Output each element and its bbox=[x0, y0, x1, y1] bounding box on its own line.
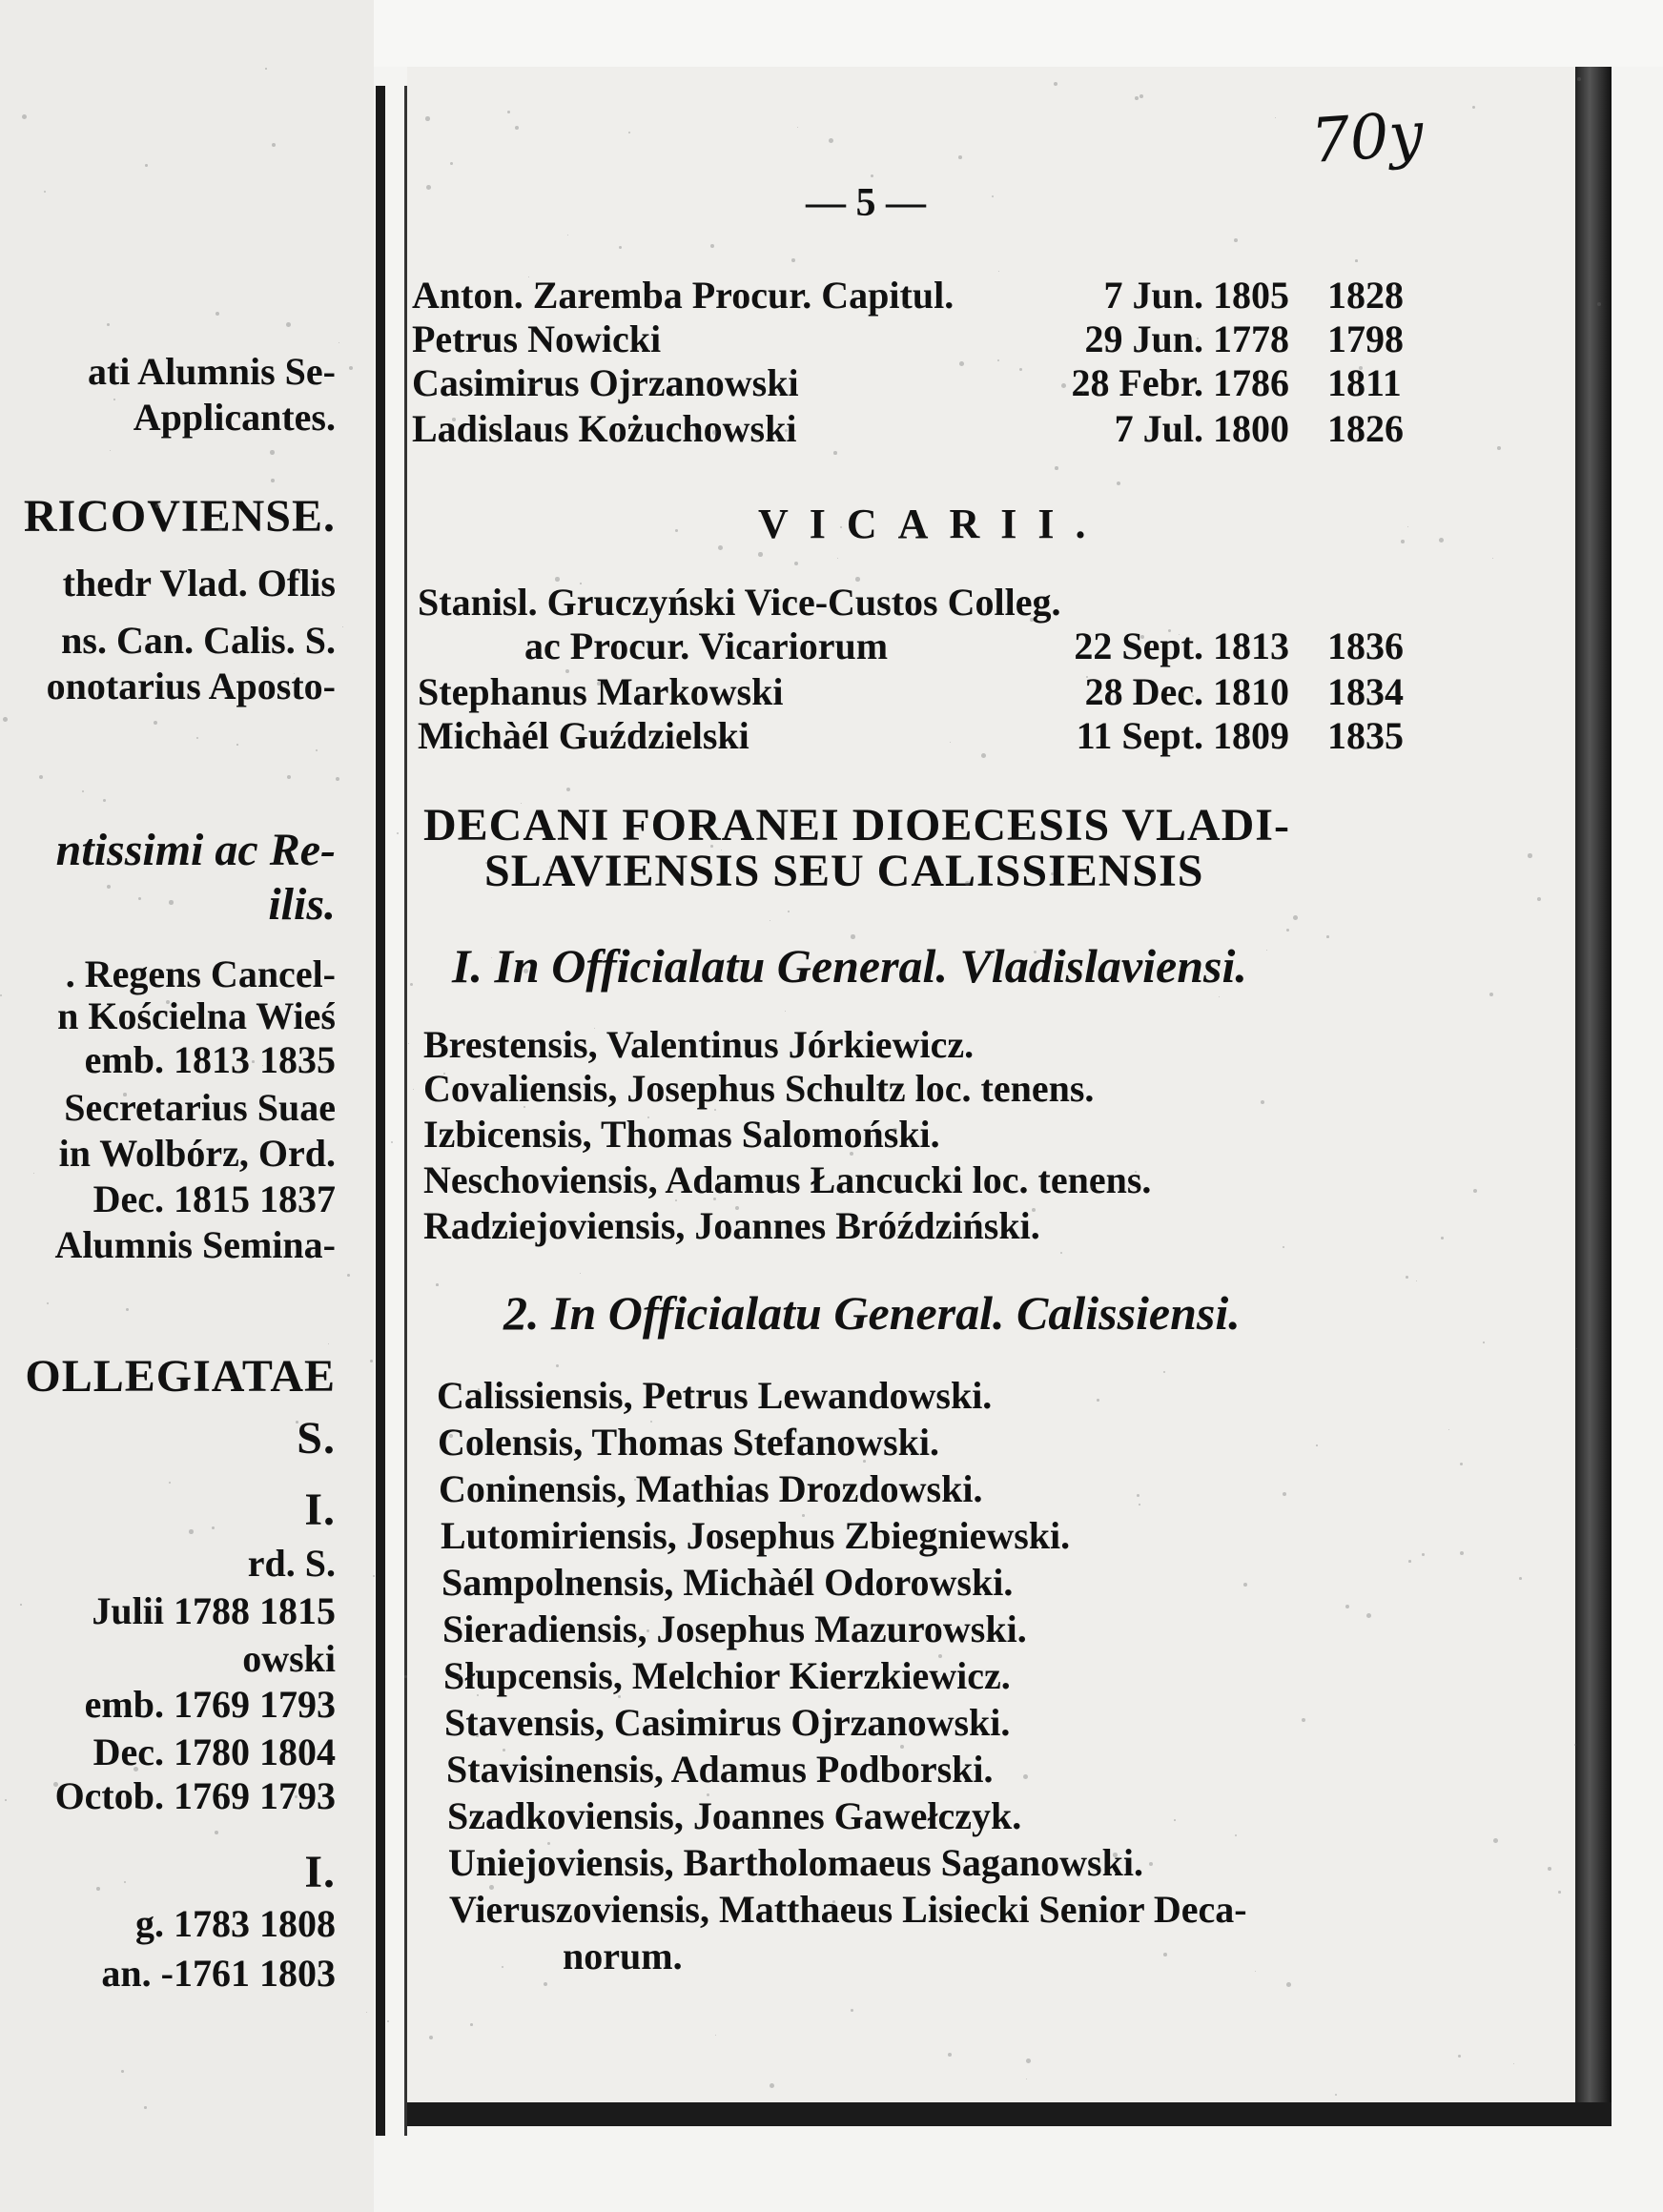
paper-speckle bbox=[5, 1799, 7, 1801]
paper-speckle bbox=[1528, 853, 1532, 858]
paper-speckle bbox=[515, 126, 519, 130]
entry-name: Stanisl. Gruczyński Vice-Custos Colleg. bbox=[418, 581, 1061, 624]
paper-speckle bbox=[1174, 1819, 1176, 1821]
entry-birth-year: 1778 bbox=[1213, 317, 1289, 360]
paper-speckle bbox=[998, 271, 999, 272]
page-rule bbox=[404, 86, 407, 2136]
paper-speckle bbox=[618, 1695, 621, 1698]
paper-speckle bbox=[958, 155, 962, 159]
paper-speckle bbox=[1422, 1553, 1425, 1556]
paper-speckle bbox=[829, 138, 833, 143]
paper-speckle bbox=[268, 372, 270, 374]
paper-speckle bbox=[239, 1048, 241, 1050]
paper-speckle bbox=[1139, 1504, 1140, 1505]
paper-speckle bbox=[1086, 676, 1088, 678]
deanery-entry: Stavensis, Casimirus Ojrzanowski. bbox=[444, 1701, 1011, 1744]
paper-speckle bbox=[328, 1343, 329, 1344]
paper-speckle bbox=[855, 577, 860, 582]
paper-speckle bbox=[833, 451, 837, 455]
left-page-line: Octob. 1769 1793 bbox=[54, 1774, 336, 1817]
paper-speckle bbox=[1030, 618, 1034, 622]
paper-speckle bbox=[53, 1782, 58, 1787]
paper-speckle bbox=[634, 1479, 636, 1481]
paper-speckle bbox=[470, 2023, 473, 2026]
paper-speckle bbox=[900, 1745, 904, 1749]
paper-speckle bbox=[96, 1887, 100, 1891]
paper-speckle bbox=[1548, 1867, 1551, 1871]
entry-date: 28 Febr. bbox=[1071, 361, 1203, 404]
paper-speckle bbox=[991, 955, 993, 957]
left-page-line: Dec. 1815 1837 bbox=[92, 1178, 336, 1220]
paper-speckle bbox=[121, 2070, 124, 2073]
entry-date: 11 Sept. bbox=[1076, 714, 1203, 757]
paper-speckle bbox=[965, 881, 970, 886]
paper-speckle bbox=[785, 1011, 786, 1012]
entry-name: Casimirus Ojrzanowski bbox=[412, 361, 799, 404]
deanery-entry: norum. bbox=[563, 1935, 683, 1977]
paper-speckle bbox=[1234, 238, 1238, 242]
paper-speckle bbox=[1197, 338, 1199, 339]
paper-speckle bbox=[450, 162, 453, 165]
paper-speckle bbox=[675, 1199, 677, 1201]
paper-speckle bbox=[477, 1694, 479, 1696]
paper-speckle bbox=[713, 1198, 716, 1200]
paper-speckle bbox=[1497, 446, 1501, 450]
paper-speckle bbox=[607, 1178, 610, 1181]
paper-speckle bbox=[802, 1514, 805, 1517]
paper-speckle bbox=[503, 1749, 505, 1751]
deanery-entry: Covaliensis, Josephus Schultz loc. tenens. bbox=[423, 1067, 1095, 1110]
entry-name: Ladislaus Kożuchowski bbox=[412, 407, 797, 450]
paper-speckle bbox=[758, 552, 763, 557]
paper-speckle bbox=[575, 1590, 579, 1594]
paper-speckle bbox=[236, 744, 238, 746]
entry-name: Stephanus Markowski bbox=[418, 670, 784, 713]
paper-speckle bbox=[1097, 1399, 1099, 1402]
left-page-line: Dec. 1780 1804 bbox=[92, 1731, 336, 1773]
entry-ordination-year: 1798 bbox=[1327, 317, 1404, 360]
left-page-line: I. bbox=[304, 1847, 336, 1897]
left-page-line: Alumnis Semina- bbox=[54, 1223, 336, 1266]
paper-speckle bbox=[788, 911, 790, 912]
paper-speckle bbox=[296, 1421, 298, 1423]
left-page-line: RICOVIENSE. bbox=[23, 491, 336, 542]
section2-heading: 2. In Officialatu General. Calissiensi. bbox=[503, 1286, 1241, 1340]
paper-speckle bbox=[370, 1360, 373, 1362]
paper-speckle bbox=[145, 164, 148, 167]
paper-speckle bbox=[166, 1000, 170, 1004]
paper-speckle bbox=[1293, 915, 1298, 920]
paper-speckle bbox=[1395, 287, 1398, 290]
entry-birth-year: 1809 bbox=[1213, 714, 1289, 757]
paper-speckle bbox=[524, 969, 528, 973]
left-page bbox=[0, 0, 374, 2212]
section1-heading: I. In Officialatu General. Vladislaviensi. bbox=[452, 939, 1247, 993]
paper-speckle bbox=[252, 1060, 255, 1063]
page-edge-shadow bbox=[1575, 67, 1612, 2126]
left-page-line: emb. 1769 1793 bbox=[84, 1683, 336, 1726]
paper-speckle bbox=[1163, 1371, 1165, 1373]
page-bottom-edge bbox=[407, 2102, 1612, 2126]
paper-speckle bbox=[144, 2106, 147, 2109]
left-page-line: g. 1783 1808 bbox=[135, 1902, 336, 1945]
paper-speckle bbox=[154, 721, 157, 725]
deanery-entry: Coninensis, Mathias Drozdowski. bbox=[439, 1467, 983, 1510]
paper-speckle bbox=[429, 2036, 433, 2039]
paper-speckle bbox=[863, 1460, 866, 1463]
left-page-line: OLLEGIATAE bbox=[25, 1351, 336, 1402]
paper-speckle bbox=[555, 577, 560, 582]
paper-speckle bbox=[959, 361, 964, 366]
paper-speckle bbox=[271, 479, 275, 482]
deanery-entry: Brestensis, Valentinus Jórkiewicz. bbox=[423, 1023, 975, 1066]
paper-speckle bbox=[893, 1128, 897, 1133]
paper-speckle bbox=[1460, 1551, 1464, 1555]
paper-speckle bbox=[707, 1793, 709, 1796]
paper-speckle bbox=[903, 304, 906, 307]
paper-speckle bbox=[628, 132, 630, 133]
paper-speckle bbox=[265, 68, 267, 70]
left-page-line: ilis. bbox=[268, 879, 336, 930]
paper-speckle bbox=[911, 1324, 913, 1326]
paper-speckle bbox=[1439, 538, 1444, 543]
paper-speckle bbox=[485, 862, 487, 864]
paper-speckle bbox=[1283, 1246, 1284, 1248]
paper-speckle bbox=[608, 1966, 610, 1968]
paper-speckle bbox=[1460, 1463, 1463, 1465]
paper-speckle bbox=[20, 1604, 22, 1606]
paper-speckle bbox=[1243, 1583, 1247, 1587]
deanery-entry: Sieradiensis, Josephus Mazurowski. bbox=[442, 1608, 1027, 1650]
paper-speckle bbox=[1032, 1208, 1036, 1212]
entry-ordination-year: 1828 bbox=[1327, 274, 1404, 317]
paper-speckle bbox=[196, 737, 198, 739]
handwritten-folio-number: 70y bbox=[1308, 98, 1427, 178]
deanery-entry: Calissiensis, Petrus Lewandowski. bbox=[437, 1374, 993, 1417]
paper-speckle bbox=[1163, 1953, 1167, 1956]
vicarii-heading: VICARII. bbox=[758, 501, 1107, 547]
entry-name: Petrus Nowicki bbox=[412, 317, 662, 360]
entry-date: 28 Dec. bbox=[1084, 670, 1203, 713]
entry-ordination-year: 1836 bbox=[1327, 625, 1404, 667]
paper-speckle bbox=[1139, 94, 1143, 98]
paper-speckle bbox=[1489, 993, 1493, 996]
deanery-entry: Uniejoviensis, Bartholomaeus Saganowski. bbox=[448, 1841, 1143, 1884]
entry-birth-year: 1805 bbox=[1213, 274, 1289, 317]
entry-date: 7 Jul. bbox=[1114, 407, 1203, 450]
left-page-line: ati Alumnis Se- bbox=[87, 350, 336, 393]
paper-speckle bbox=[1493, 1838, 1498, 1843]
paper-speckle bbox=[1558, 1891, 1561, 1894]
paper-speckle bbox=[832, 1900, 835, 1903]
entry-name: Michàél Guździelski bbox=[418, 714, 749, 757]
paper-speckle bbox=[155, 503, 160, 508]
paper-speckle bbox=[851, 934, 855, 939]
entry-birth-year: 1800 bbox=[1213, 407, 1289, 450]
entry-ordination-year: 1834 bbox=[1327, 670, 1404, 713]
paper-speckle bbox=[1192, 695, 1194, 697]
paper-speckle bbox=[1577, 77, 1581, 81]
decani-heading-line1: DECANI FORANEI DIOECESIS VLADI- bbox=[423, 800, 1290, 850]
paper-speckle bbox=[387, 2020, 389, 2022]
paper-speckle bbox=[286, 322, 291, 327]
paper-speckle bbox=[1061, 383, 1066, 388]
left-page-line: ns. Can. Calis. S. bbox=[61, 619, 336, 662]
paper-speckle bbox=[735, 1206, 739, 1210]
paper-speckle bbox=[770, 2083, 774, 2088]
paper-speckle bbox=[1483, 1342, 1485, 1343]
entry-ordination-year: 1826 bbox=[1327, 407, 1404, 450]
paper-speckle bbox=[597, 682, 601, 686]
paper-speckle bbox=[1345, 1605, 1349, 1608]
paper-speckle bbox=[850, 1152, 853, 1156]
paper-speckle bbox=[1261, 1100, 1264, 1104]
paper-speckle bbox=[1366, 1613, 1371, 1618]
paper-speckle bbox=[425, 116, 430, 121]
entry-date: 22 Sept. bbox=[1074, 625, 1203, 667]
left-page-line: n Kościelna Wieś bbox=[57, 994, 336, 1037]
paper-speckle bbox=[1286, 1982, 1291, 1987]
paper-speckle bbox=[391, 1141, 393, 1143]
left-page-line: emb. 1813 1835 bbox=[84, 1038, 336, 1081]
paper-speckle bbox=[201, 1700, 204, 1703]
paper-speckle bbox=[1023, 1774, 1028, 1779]
left-page-line: S. bbox=[297, 1413, 336, 1464]
deanery-entry: Vieruszoviensis, Matthaeus Lisiecki Senior Deca- bbox=[449, 1888, 1247, 1931]
paper-speckle bbox=[478, 1388, 480, 1390]
deanery-entry: Izbicensis, Thomas Salomoński. bbox=[423, 1113, 940, 1156]
paper-speckle bbox=[1355, 259, 1358, 262]
left-page-line: Applicantes. bbox=[133, 396, 336, 439]
paper-speckle bbox=[1082, 392, 1084, 394]
paper-speckle bbox=[3, 717, 8, 722]
left-page-line: an. -1761 1803 bbox=[101, 1952, 336, 1995]
paper-speckle bbox=[133, 1767, 138, 1772]
paper-speckle bbox=[218, 527, 222, 531]
paper-speckle bbox=[452, 418, 456, 421]
paper-speckle bbox=[544, 1982, 547, 1986]
paper-speckle bbox=[1401, 540, 1405, 543]
entry-name: Anton. Zaremba Procur. Capitul. bbox=[412, 274, 955, 317]
deanery-entry: Stavisinensis, Adamus Podborski. bbox=[446, 1748, 994, 1791]
paper-speckle bbox=[1408, 1560, 1411, 1563]
paper-speckle bbox=[123, 1093, 127, 1096]
entry-ordination-year: 1811 bbox=[1327, 361, 1402, 404]
paper-speckle bbox=[502, 1966, 503, 1968]
paper-speckle bbox=[1055, 466, 1058, 470]
paper-speckle bbox=[1576, 1348, 1577, 1349]
entry-ordination-year: 1835 bbox=[1327, 714, 1404, 757]
entry-name: ac Procur. Vicariorum bbox=[524, 625, 889, 667]
deanery-entry: Neschoviensis, Adamus Łancucki loc. tenens. bbox=[423, 1158, 1152, 1201]
left-page-line: onotarius Aposto- bbox=[46, 665, 336, 707]
paper-speckle bbox=[1316, 1444, 1318, 1446]
paper-speckle bbox=[107, 323, 110, 326]
left-page-line: Julii 1788 1815 bbox=[92, 1589, 336, 1632]
entry-date: 29 Jun. bbox=[1084, 317, 1203, 360]
entry-birth-year: 1786 bbox=[1213, 361, 1289, 404]
paper-speckle bbox=[714, 1109, 716, 1111]
paper-speckle bbox=[489, 1885, 494, 1890]
left-page-line: I. bbox=[304, 1485, 336, 1535]
entry-birth-year: 1810 bbox=[1213, 670, 1289, 713]
paper-speckle bbox=[270, 450, 275, 455]
paper-speckle bbox=[443, 1073, 445, 1075]
deanery-entry: Colensis, Thomas Stefanowski. bbox=[438, 1421, 940, 1464]
paper-speckle bbox=[107, 885, 111, 889]
paper-speckle bbox=[1441, 1237, 1444, 1239]
paper-speckle bbox=[82, 790, 84, 792]
paper-speckle bbox=[712, 430, 717, 435]
paper-speckle bbox=[791, 258, 795, 262]
left-page-line: rd. S. bbox=[247, 1542, 336, 1585]
paper-speckle bbox=[83, 642, 86, 645]
entry-birth-year: 1813 bbox=[1213, 625, 1289, 667]
book-gutter bbox=[376, 86, 385, 2136]
paper-speckle bbox=[1406, 1276, 1408, 1279]
deanery-entry: Radziejoviensis, Joannes Bróździński. bbox=[423, 1204, 1040, 1247]
paper-speckle bbox=[39, 775, 43, 779]
paper-speckle bbox=[675, 529, 678, 532]
decani-heading-line2: SLAVIENSIS SEU CALISSIENSIS bbox=[484, 846, 1204, 896]
paper-speckle bbox=[1113, 1853, 1118, 1857]
paper-speckle bbox=[1519, 1577, 1522, 1580]
entry-date: 7 Jun. bbox=[1103, 274, 1203, 317]
paper-speckle bbox=[397, 832, 399, 834]
left-page-line: Secretarius Suae bbox=[64, 1086, 336, 1129]
paper-speckle bbox=[718, 545, 723, 550]
paper-speckle bbox=[981, 753, 986, 758]
left-page-line: owski bbox=[242, 1637, 336, 1680]
paper-speckle bbox=[113, 399, 115, 400]
paper-speckle bbox=[366, 2012, 367, 2013]
paper-speckle bbox=[580, 583, 582, 584]
deanery-entry: Lutomiriensis, Josephus Zbiegniewski. bbox=[441, 1514, 1071, 1557]
paper-speckle bbox=[1326, 935, 1329, 938]
paper-speckle bbox=[189, 1529, 194, 1534]
paper-speckle bbox=[169, 900, 174, 905]
paper-speckle bbox=[647, 1116, 649, 1118]
deanery-entry: Szadkoviensis, Joannes Gawełczyk. bbox=[447, 1794, 1022, 1837]
paper-speckle bbox=[22, 114, 27, 119]
paper-speckle bbox=[948, 2053, 952, 2057]
paper-speckle bbox=[458, 1675, 461, 1678]
paper-speckle bbox=[708, 610, 710, 613]
left-page-line: thedr Vlad. Oflis bbox=[62, 562, 336, 604]
paper-speckle bbox=[1026, 2058, 1031, 2063]
paper-speckle bbox=[404, 1675, 407, 1678]
paper-speckle bbox=[1135, 96, 1139, 100]
left-page-line: ntissimi ac Re- bbox=[55, 825, 336, 875]
paper-speckle bbox=[524, 1106, 525, 1108]
left-page-line: in Wolbórz, Ord. bbox=[58, 1132, 336, 1175]
paper-speckle bbox=[215, 1831, 218, 1834]
paper-speckle bbox=[710, 845, 713, 848]
page-number: — 5 — bbox=[806, 181, 926, 225]
paper-speckle bbox=[103, 799, 106, 802]
paper-speckle bbox=[426, 185, 431, 190]
paper-speckle bbox=[436, 1283, 439, 1286]
paper-speckle bbox=[1168, 629, 1171, 632]
paper-speckle bbox=[1019, 368, 1022, 371]
deanery-entry: Sampolnensis, Michàél Odorowski. bbox=[441, 1561, 1014, 1604]
left-page-line: . Regens Cancel- bbox=[65, 952, 336, 995]
deanery-entry: Słupcensis, Melchior Kierzkiewicz. bbox=[443, 1654, 1011, 1697]
paper-speckle bbox=[997, 359, 999, 361]
